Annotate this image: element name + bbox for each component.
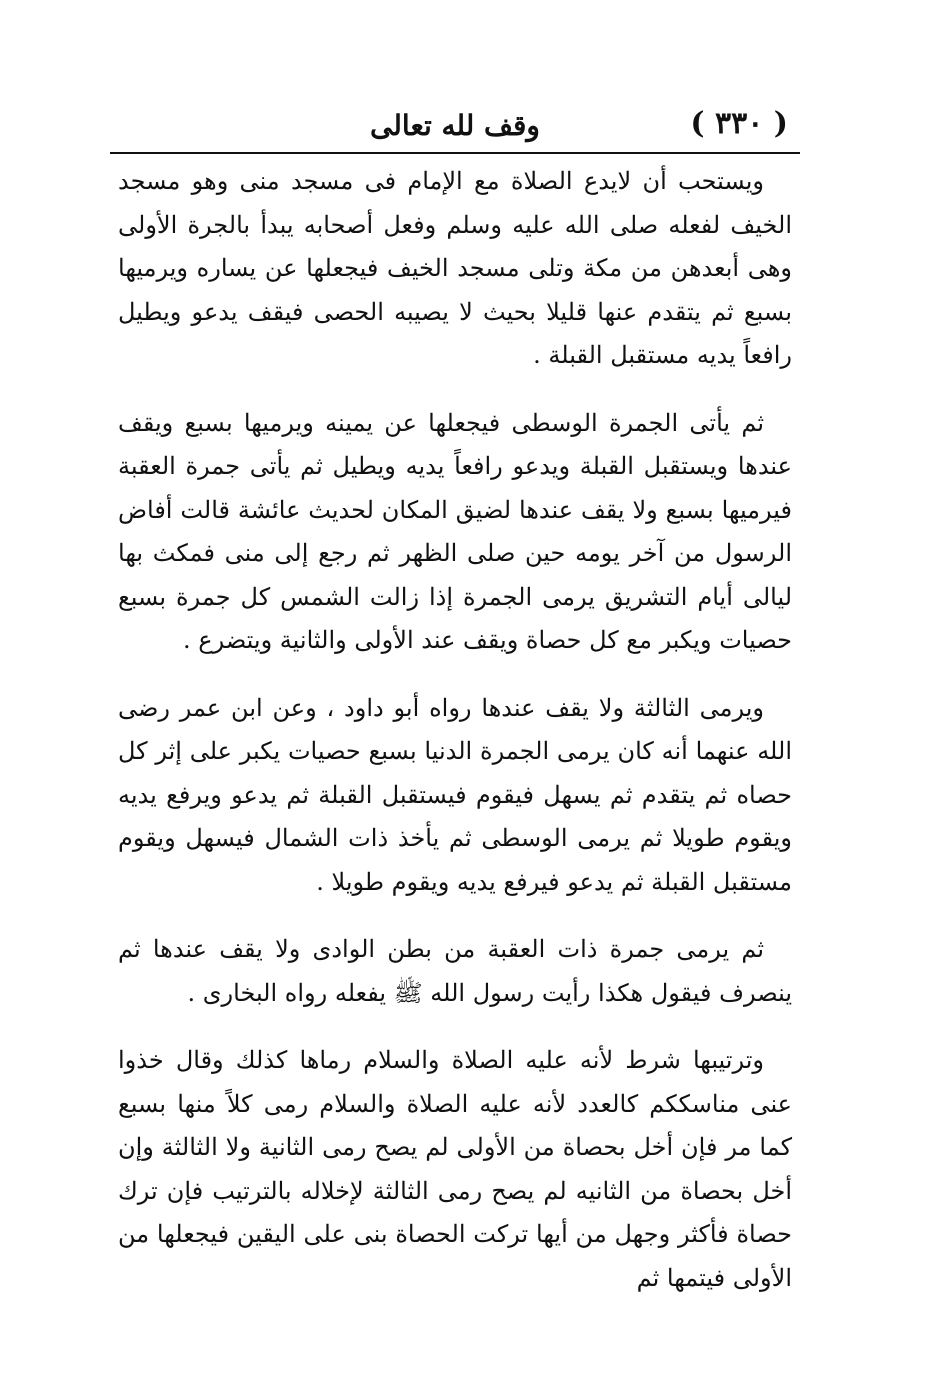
paragraph-3: ويرمى الثالثة ولا يقف عندها رواه أبو داود ، وعن ابن عمر رضى الله عنهما أنه كان يرمى الجمرة الدنيا بسبع حصيات يكبر على إثر كل حصاه ثم يتقدم ثم يسهل فيقوم فيستقبل القبلة ثم يدعو ويرفع يديه ويقوم طويلا ثم يرمى الوسطى ثم يأخذ ذات الشمال فيسهل ويقوم مستقبل القبلة ثم يدعو فيرفع يديه ويقوم طويلا . [118,693,792,896]
header-rule [110,152,800,154]
paragraph-4: ثم يرمى جمرة ذات العقبة من بطن الوادى ولا يقف عندها ثم ينصرف فيقول هكذا رأيت رسول الله ﷺ يفعله رواه البخارى . [118,935,792,1007]
paragraph-2: ثم يأتى الجمرة الوسطى فيجعلها عن يمينه ويرميها بسبع ويقف عندها ويستقبل القبلة ويدعو رافعاً يديه ويطيل ثم يأتى جمرة العقبة فيرميها بسبع ولا يقف عندها لضيق المكان لحديث عائشة قالت أفاض الرسول من آخر يومه حين صلى الظهر ثم رجع إلى منى فمكث بها ليالى أيام التشريق يرمى الجمرة إذا زالت الشمس كل جمرة بسبع حصيات ويكبر مع كل حصاة ويقف عند الأولى والثانية ويتضرع . [118,408,792,654]
paragraph-5: وترتيبها شرط لأنه عليه الصلاة والسلام رماها كذلك وقال خذوا عنى مناسككم كالعدد لأنه عليه الصلاة والسلام رمى كلاً منها بسبع كما مر فإن أخل بحصاة من الأولى لم يصح رمى الثانية ولا الثالثة وإن أخل بحصاة من الثانيه لم يصح رمى الثالثة لإخلاله بالترتيب فإن ترك حصاة فأكثر وجهل من أيها تركت الحصاة بنى على اليقين فيجعلها من الأولى فيتمها ثم [118,1046,792,1292]
paragraph-1: ويستحب أن لايدع الصلاة مع الإمام فى مسجد منى وهو مسجد الخيف لفعله صلى الله عليه وسلم وفعل أصحابه يبدأ بالجرة الأولى وهى أبعدهن من مكة وتلى مسجد الخيف فيجعلها عن يساره ويرميها بسبع ثم يتقدم عنها قليلا بحيث لا يصيبه الحصى فيقف يدعو ويطيل رافعاً يديه مستقبل القبلة . [118,167,792,369]
running-title: وقف لله تعالى [370,109,540,142]
page-number: ( ٣٣٠ ) [690,106,788,141]
body-text [118,160,792,1324]
page-header [110,98,800,150]
